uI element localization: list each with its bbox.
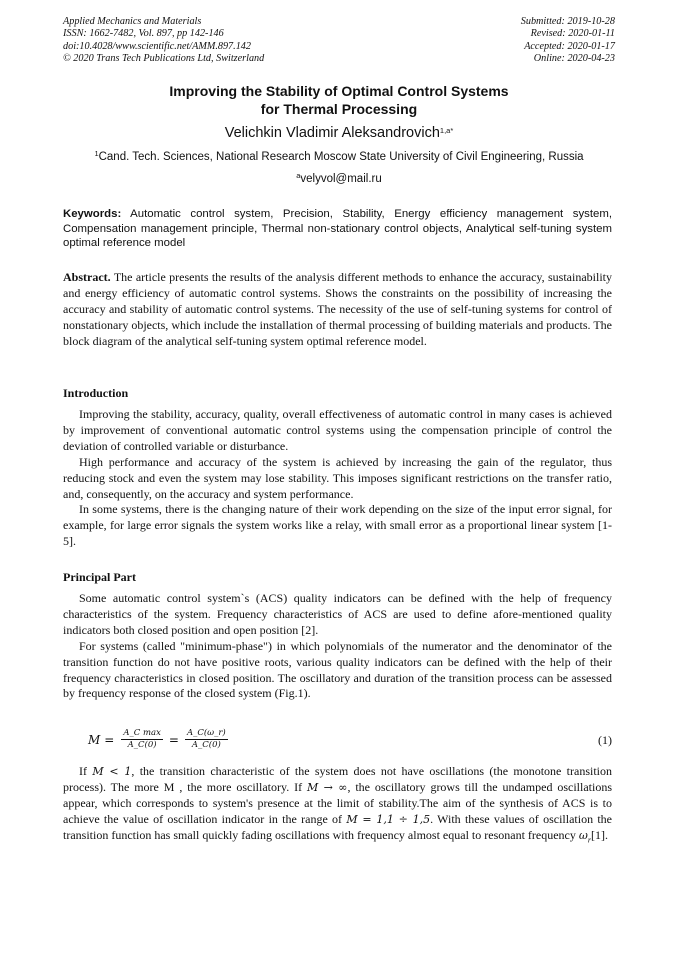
principal-paragraph-1: Some automatic control system`s (ACS) quality indicators can be defined with the help of frequency characteristics of the system. Frequency characteristics of ACS are used to define afore-mentioned quality indicators both closed position and open position [2].: [63, 591, 612, 637]
date-online: Online: 2020-04-23: [533, 53, 615, 65]
date-accepted: Accepted: 2020-01-17: [524, 40, 615, 52]
abstract-label: Abstract.: [63, 270, 111, 284]
intro-paragraph-1: Improving the stability, accuracy, quality, overall effectiveness of automatic control in many cases is achieved by improvement of conventional automatic control systems using the compensation principle of control the deviation of controlled variable or disturbance.: [63, 407, 612, 453]
title-line-2: for Thermal Processing: [260, 101, 418, 117]
journal-issn: ISSN: 1662-7482, Vol. 897, pp 142-146: [63, 28, 224, 40]
after-eq-paragraph: [63, 764, 612, 848]
journal-doi[interactable]: doi:10.4028/www.scientific.net/AMM.897.142: [63, 40, 251, 52]
affiliation-line: [0, 150, 678, 164]
eq-equals-2: =: [168, 732, 179, 747]
principal-part-body: [63, 591, 612, 702]
eq-fraction-1: [121, 728, 163, 751]
email-address[interactable]: velyvol@mail.ru: [300, 173, 382, 185]
math-inline: M = 1,1 ÷ 1,5: [346, 812, 431, 826]
eq-frac1-numerator: A_C max: [123, 728, 161, 738]
submission-dates: [521, 16, 615, 66]
math-subscript: r: [587, 835, 591, 845]
after-equation-body: [63, 764, 612, 848]
email-superscript: a: [296, 171, 301, 180]
author-name: Velichkin Vladimir Aleksandrovich: [224, 125, 440, 141]
equation-number: (1): [598, 733, 612, 747]
keywords-label: Keywords:: [63, 208, 122, 220]
text-run: , the transition characteristic of the system does not have oscillations (the monotone transition process). The more M , the more oscillatory. If: [63, 764, 612, 794]
eq-lhs: M: [88, 732, 101, 747]
introduction-body: [63, 407, 612, 550]
eq-fraction-2: [185, 728, 228, 751]
abstract-block: [63, 270, 612, 350]
journal-copyright: © 2020 Trans Tech Publications Ltd, Switzerland: [63, 53, 265, 65]
title-line-1: Improving the Stability of Optimal Control Systems: [169, 83, 509, 99]
math-inline: M < 1: [92, 765, 132, 778]
date-revised: Revised: 2020-01-11: [530, 28, 615, 40]
eq-equals-1: =: [104, 732, 115, 747]
eq-frac2-denominator: A_C(0): [191, 740, 221, 750]
email-line: [0, 172, 678, 186]
eq-frac2-numerator: A_C(ω_r): [186, 728, 226, 738]
text-run: , the oscillatory grows till the undamped oscillations appear, which corresponds to system's presence at the limit of stability.The aim of the synthesis of ACS is to achieve the value of oscillation indicator in the range of: [63, 779, 612, 826]
paper-title: [0, 82, 678, 118]
text-run: If: [79, 764, 93, 778]
equation-1: [88, 728, 231, 751]
journal-info: [63, 16, 264, 66]
math-inline: ω: [578, 828, 588, 842]
introduction-heading: Introduction: [63, 386, 129, 400]
math-inline: M → ∞: [307, 780, 348, 794]
journal-name: Applied Mechanics and Materials: [63, 16, 202, 27]
keywords-text: Automatic control system, Precision, Stability, Energy efficiency management system, Compensation management principle, Thermal non-stationary control objects, Analytical self-tuning system optimal reference model: [63, 208, 612, 249]
eq-frac1-denominator: A_C(0): [127, 740, 157, 750]
text-run: [1].: [590, 827, 608, 842]
text-run: . With these values of oscillation the transition function has small quickly fading oscillations with frequency almost equal to resonant frequency: [63, 811, 613, 842]
author-superscript: 1,a*: [439, 126, 454, 135]
principal-paragraph-2: For systems (called "minimum-phase") in which polynomials of the numerator and the denominator of the transition function do not have positive roots, various quality indicators can be defined with the help of their frequency characteristics in closed position. The oscillatory and duration of the transition process can be assessed by frequency response of the closed system (Fig.1).: [63, 638, 612, 701]
intro-paragraph-3: In some systems, there is the changing nature of their work depending on the size of the input error signal, for example, for large error signals the system works like a relay, with small error as a proportional linear system [1-5].: [63, 502, 612, 549]
principal-part-heading: Principal Part: [63, 570, 136, 584]
intro-paragraph-2: High performance and accuracy of the system is achieved by increasing the gain of the regulator, thus reducing stock and even the system may lose stability. This imposes significant restrictions on the transfer ratio, and, consequently, on the accuracy and system performance.: [63, 454, 612, 501]
affiliation-text: Cand. Tech. Sciences, National Research Moscow State University of Civil Engineering, Russia: [98, 151, 584, 163]
author-line: [0, 124, 678, 142]
date-submitted: Submitted: 2019-10-28: [520, 16, 615, 27]
affiliation-superscript: 1: [94, 149, 99, 158]
abstract-text: The article presents the results of the analysis different methods to enhance the accuracy, sustainability and energy efficiency of automatic control systems. Shows the constraints on the possibility of increasing the accuracy and stability of automatic control systems. The necessity of the use of self-tuning systems for control of nonstationary objects, which include the installation of thermal processing of building materials and products. The block diagram of the analytical self-tuning system optimal reference model.: [63, 270, 612, 348]
keywords-block: [63, 207, 612, 251]
